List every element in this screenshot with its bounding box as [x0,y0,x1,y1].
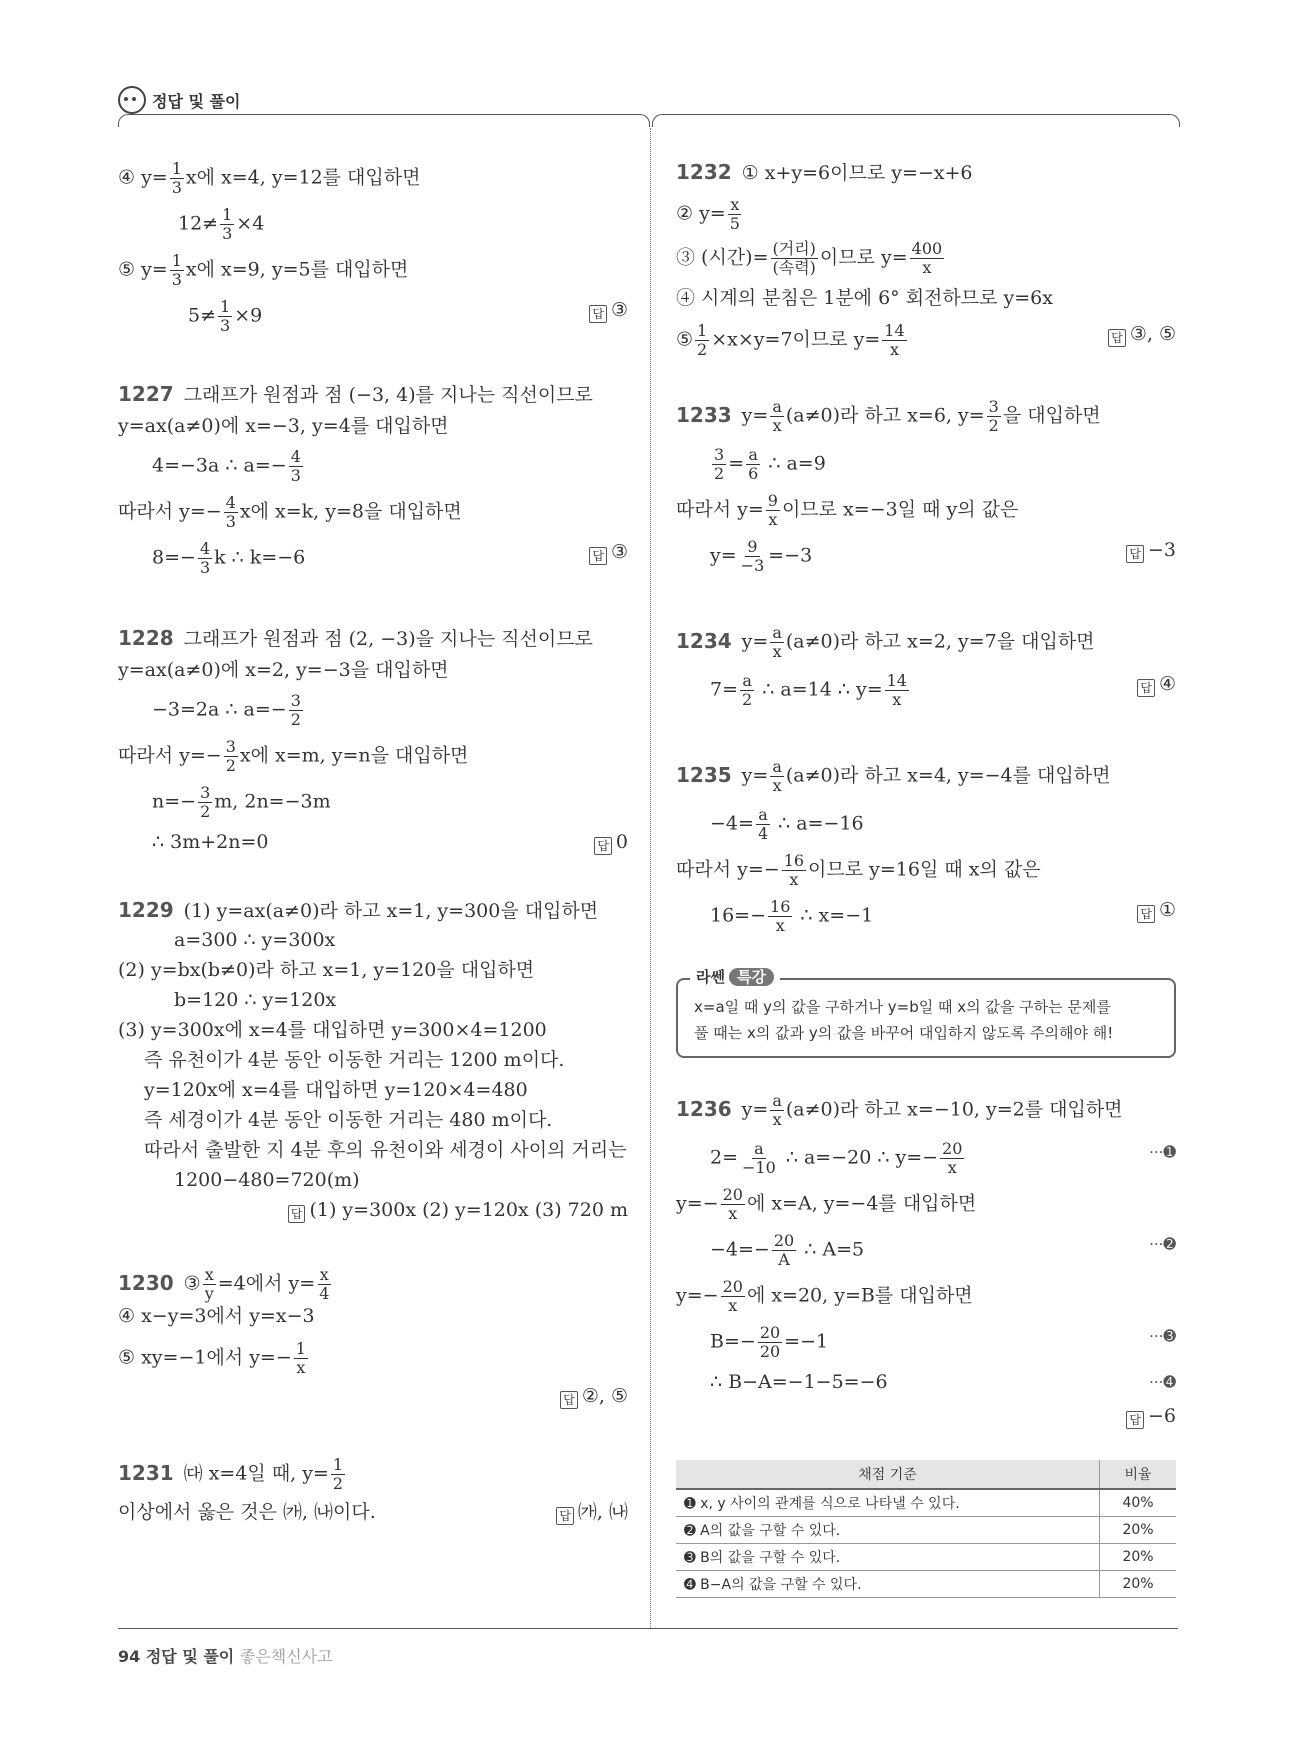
left-column [118,160,628,1530]
header-title: 정답 및 풀이 [152,91,241,111]
answer-icon: 답 [589,305,607,323]
footer-book-title: 정답 및 풀이 [145,1647,235,1666]
rate-cell: 20% [1100,1571,1177,1598]
table-row [676,1517,1176,1544]
math-line: ∴ 3m+2n=0 답 0 [152,831,628,853]
step-marker: ···➍ [1149,1373,1176,1391]
scoring-table [676,1460,1176,1598]
answer-line [118,1384,628,1414]
page-header [118,86,240,114]
answer-badge: 답 ③ [589,540,628,565]
right-column-frame [652,114,1180,127]
answer-icon: 답 [1126,1411,1144,1429]
math-line: 12≠ $\frac{1}{3}$ ×4 [178,205,265,243]
problem-1233 [676,398,1176,584]
text-line: 따라서 y= $\frac{9}{x}$ 이므로 x=−3일 때 y의 값은 [676,491,1019,529]
problem-number: 1234 [676,628,732,653]
rate-cell: 20% [1100,1544,1177,1571]
text-line: ④ x−y=3에서 y=x−3 [118,1305,315,1327]
problem-number: 1232 [676,160,732,184]
table-row [676,1489,1176,1517]
text-line: 1232 ① x+y=6이므로 y=−x+6 [676,160,973,184]
problem-number: 1228 [118,626,174,650]
answer-line [118,1198,628,1228]
text-line: ④ 시계의 분침은 1분에 6° 회전하므로 y=6x [676,287,1053,309]
tip-label: 라쎈 특강 [690,964,780,990]
text-line: 1236 y= $\frac{a}{x}$ (a≠0)라 하고 x=−10, y=2를 대입하면 [676,1091,1123,1129]
math-line: ∴ B−A=−1−5=−6 ···➍ [710,1371,1176,1393]
text-line: 따라서 출발한 지 4분 후의 유천이와 세경이 사이의 거리는 [144,1139,627,1161]
header-criteria: 채점 기준 [676,1460,1100,1489]
text-line: ⑤ y= $\frac{1}{3}$ x에 x=9, y=5를 대입하면 [118,251,409,289]
right-column [676,160,1176,1598]
tip-line: 풀 때는 x의 값과 y의 값을 바꾸어 대입하지 않도록 주의해야 해! [694,1024,1114,1042]
problem-number: 1231 [118,1460,174,1485]
step-marker: ···➌ [1149,1327,1176,1345]
rate-cell: 20% [1100,1517,1177,1544]
problem-number: 1233 [676,402,732,427]
text-line: 따라서 y=− $\frac{16}{x}$ 이므로 y=16일 때 x의 값은 [676,851,1041,889]
text-line: ⑤ $\frac{1}{2}$ ×x×y=7이므로 y= $\frac{14}{x}$ 답 ③, ⑤ [676,321,1176,359]
criteria-cell: ➋ A의 값을 구할 수 있다. [676,1517,1100,1544]
answer-icon: 답 [556,1507,574,1525]
text-line: 즉 유천이가 4분 동안 이동한 거리는 1200 m이다. [144,1049,565,1071]
answer-badge: 답 −3 [1126,538,1176,563]
text-line: y=120x에 x=4를 대입하면 y=120×4=480 [144,1079,528,1101]
text-line: 1228 그래프가 원점과 점 (2, −3)을 지나는 직선이므로 [118,626,593,650]
header-rate: 비율 [1100,1460,1177,1489]
text-line: 1234 y= $\frac{a}{x}$ (a≠0)라 하고 x=2, y=7을 대입하면 [676,623,1095,661]
left-column-frame [118,114,650,127]
answer-icon: 답 [288,1205,306,1223]
answer-icon: 답 [594,837,612,855]
text-line: 따라서 y=− $\frac{3}{2}$ x에 x=m, y=n을 대입하면 [118,737,469,775]
column-divider [650,128,651,1628]
text-line: 1231 ㈐ x=4일 때, y= $\frac{1}{2}$ [118,1455,344,1493]
table-header-row [676,1460,1176,1489]
answer-badge: 답 −6 [1126,1404,1176,1429]
criteria-cell: ➊ x, y 사이의 관계를 식으로 나타낼 수 있다. [676,1489,1100,1517]
problem-number: 1235 [676,762,732,787]
math-line: −4=− $\frac{20}{A}$ ∴ A=5 ···➋ [710,1231,1176,1269]
problem-1236 [676,1092,1176,1432]
text-line: 이상에서 옳은 것은 ㈎, ㈏이다. 답 ㈎, ㈏ [118,1501,628,1523]
math-line: −4= $\frac{a}{4}$ ∴ a=−16 [710,805,864,843]
math-line: 5≠ $\frac{1}{3}$ ×9 답 ③ [188,297,628,335]
problem-number: 1229 [118,898,174,922]
text-line: (2) y=bx(b≠0)라 하고 x=1, y=120을 대입하면 [118,959,535,981]
math-line: a=300 ∴ y=300x [174,929,336,951]
problem-number: 1227 [118,382,174,406]
text-line: 1233 y= $\frac{a}{x}$ (a≠0)라 하고 x=6, y= $\frac{3}{2}$ 을 대입하면 [676,397,1101,435]
text-line: ③ (시간)= $\frac{\text{(거리)}}{\text{(속력)}}$ 이므로 y= $\frac{400}{x}$ [676,239,943,277]
answer-badge: 답 ③ [589,298,628,323]
problem-1235 [676,758,1176,944]
answer-badge: 답 (1) y=300x (2) y=120x (3) 720 m [288,1198,628,1223]
answer-badge: 답 ③, ⑤ [1108,322,1176,347]
criteria-cell: ➌ B의 값을 구할 수 있다. [676,1544,1100,1571]
answer-badge: 답 ㈎, ㈏ [556,1500,628,1525]
answer-badge: 답 ④ [1137,672,1176,697]
text-line: ④ y= $\frac{1}{3}$ x에 x=4, y=12를 대입하면 [118,159,421,197]
table-row [676,1544,1176,1571]
math-line: −3=2a ∴ a=− $\frac{3}{2}$ [152,691,301,729]
answer-line [676,1404,1176,1432]
problem-1230 [118,1266,628,1414]
text-line: (3) y=300x에 x=4를 대입하면 y=300×4=1200 [118,1019,547,1041]
math-line: 7= $\frac{a}{2}$ ∴ a=14 ∴ y= $\frac{14}{x}$ 답 ④ [710,671,1176,709]
text-line: 1227 그래프가 원점과 점 (−3, 4)를 지나는 직선이므로 [118,382,593,406]
criteria-cell: ➍ B−A의 값을 구할 수 있다. [676,1571,1100,1598]
text-line: 1229 (1) y=ax(a≠0)라 하고 x=1, y=300을 대입하면 [118,898,599,922]
math-line: 2= $\frac{a}{-10}$ ∴ a=−20 ∴ y=− $\frac{20}{x}$ ···➊ [710,1139,1176,1177]
answer-icon: 답 [560,1391,578,1409]
problem-number: 1230 [118,1270,174,1295]
text-line: 1230 ③ $\frac{x}{y}$ =4에서 y= $\frac{x}{4}$ [118,1265,330,1303]
tip-line: x=a일 때 y의 값을 구하거나 y=b일 때 x의 값을 구하는 문제를 [694,998,1111,1016]
problem-1234 [676,624,1176,718]
answer-icon: 답 [1126,545,1144,563]
step-marker: ···➋ [1149,1235,1176,1253]
page-number: 94 [118,1647,141,1666]
text-line: y=ax(a≠0)에 x=2, y=−3을 대입하면 [118,659,449,681]
math-line: 8=− $\frac{4}{3}$ k ∴ k=−6 답 ③ [152,539,628,577]
text-line: ② y= $\frac{x}{5}$ [676,195,740,233]
table-row [676,1571,1176,1598]
problem-1231 [118,1456,628,1530]
rate-cell: 40% [1100,1489,1177,1517]
problem-1232 [676,160,1176,366]
footer-brand: 좋은책신사고 [239,1647,333,1666]
text-line: y=− $\frac{20}{x}$ 에 x=A, y=−4를 대입하면 [676,1185,977,1223]
text-line: ⑤ xy=−1에서 y=− $\frac{1}{x}$ [118,1339,306,1377]
math-line: b=120 ∴ y=120x [174,989,337,1011]
math-line: n=− $\frac{3}{2}$ m, 2n=−3m [152,783,331,821]
mascot-icon [118,86,146,114]
problem-1226-continued [118,160,628,344]
math-line: B=− $\frac{20}{20}$ =−1 ···➌ [710,1323,1176,1361]
math-line: $\frac{3}{2}$ = $\frac{a}{6}$ ∴ a=9 [714,445,826,483]
problem-number: 1236 [676,1096,732,1121]
answer-icon: 답 [589,547,607,565]
page-footer [118,1644,333,1667]
tip-box [676,968,1176,1058]
answer-icon: 답 [1137,679,1155,697]
answer-icon: 답 [1137,905,1155,923]
answer-badge: 답 0 [594,830,628,855]
math-line: 1200−480=720(m) [174,1169,360,1191]
text-line: y=− $\frac{20}{x}$ 에 x=20, y=B를 대입하면 [676,1277,973,1315]
math-line: y= $\frac{9}{-3}$ =−3 답 −3 [710,537,1176,575]
text-line: 즉 세경이가 4분 동안 이동한 거리는 480 m이다. [144,1109,553,1131]
text-line: 따라서 y=− $\frac{4}{3}$ x에 x=k, y=8을 대입하면 [118,493,462,531]
problem-1229 [118,898,628,1228]
math-line: 4=−3a ∴ a=− $\frac{4}{3}$ [152,447,301,485]
text-line: 1235 y= $\frac{a}{x}$ (a≠0)라 하고 x=4, y=−4를 대입하면 [676,757,1111,795]
answer-badge: 답 ① [1137,898,1176,923]
answer-badge: 답 ②, ⑤ [560,1384,628,1409]
answer-icon: 답 [1108,329,1126,347]
footer-divider [118,1628,1178,1629]
problem-1227 [118,382,628,586]
math-line: 16=− $\frac{16}{x}$ ∴ x=−1 답 ① [710,897,1176,935]
problem-1228 [118,626,628,862]
step-marker: ···➊ [1149,1143,1176,1161]
text-line: y=ax(a≠0)에 x=−3, y=4를 대입하면 [118,415,449,437]
